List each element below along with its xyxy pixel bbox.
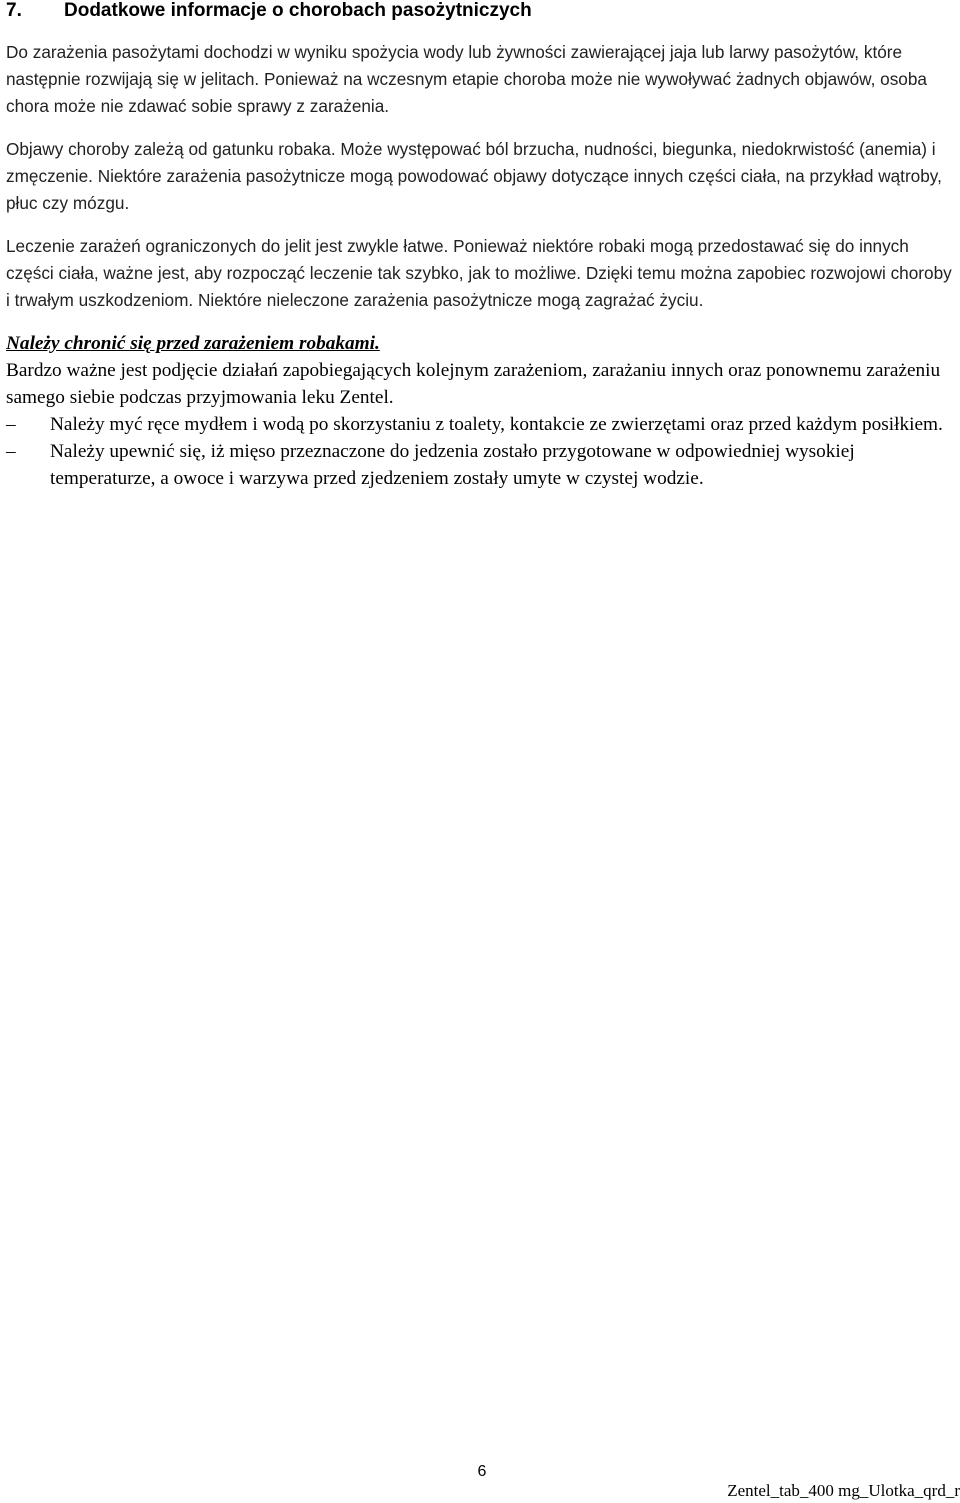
paragraph-symptoms: Objawy choroby zależą od gatunku robaka. Może występować ból brzucha, nudności, biegunka, niedokrwistość (anemia) i zmęczenie. Niektóre zarażenia pasożytnicze mogą powodować objawy dotyczące innych części ciała, na przykład wątroby, płuc czy mózgu. bbox=[6, 139, 942, 213]
paragraph-treatment: Leczenie zarażeń ograniczonych do jelit jest zwykle łatwe. Ponieważ niektóre robaki mogą przedostawać się do innych części ciała, ważne jest, aby rozpocząć leczenie tak szybko, jak to możliwe. Dzięki temu można zapobiec rozwojowi choroby i trwałym uszkodzeniom. Niektóre nieleczone zarażenia pasożytnicze mogą zagrażać życiu. bbox=[6, 236, 952, 310]
footer-file-name: Zentel_tab_400 mg_Ulotka_qrd_r bbox=[727, 1481, 960, 1500]
dash-bullet: – bbox=[6, 441, 16, 462]
page-number: 6 bbox=[477, 1463, 487, 1480]
list-item-text: Należy myć ręce mydłem i wodą po skorzystaniu z toalety, kontakcie ze zwierzętami oraz przed każdym posiłkiem. bbox=[50, 414, 943, 435]
list-item-text: Należy upewnić się, iż mięso przeznaczone do jedzenia zostało przygotowane w odpowiedniej wysokiej temperaturze, a owoce i warzywa przed zjedzeniem zostały umyte w czystej wodzie. bbox=[50, 441, 855, 489]
prevention-heading: Należy chronić się przed zarażeniem robakami. bbox=[6, 333, 380, 354]
document-page bbox=[6, 0, 956, 492]
prevention-list bbox=[6, 411, 956, 492]
list-item bbox=[6, 438, 956, 492]
section-title: Dodatkowe informacje o chorobach pasożytniczych bbox=[64, 0, 532, 21]
section-number: 7. bbox=[6, 0, 22, 21]
section-heading bbox=[6, 0, 956, 22]
list-item bbox=[6, 411, 956, 438]
paragraph-infection-cause: Do zarażenia pasożytami dochodzi w wyniku spożycia wody lub żywności zawierającej jaja lub larwy pasożytów, które następnie rozwijają się w jelitach. Ponieważ na wczesnym etapie choroba może nie wywoływać żadnych objawów, osoba chora może nie zdawać sobie sprawy z zarażenia. bbox=[6, 42, 927, 116]
dash-bullet: – bbox=[6, 414, 16, 435]
prevention-intro: Bardzo ważne jest podjęcie działań zapobiegających kolejnym zarażeniom, zarażaniu innych oraz ponownemu zarażeniu samego siebie podczas przyjmowania leku Zentel. bbox=[6, 360, 941, 408]
